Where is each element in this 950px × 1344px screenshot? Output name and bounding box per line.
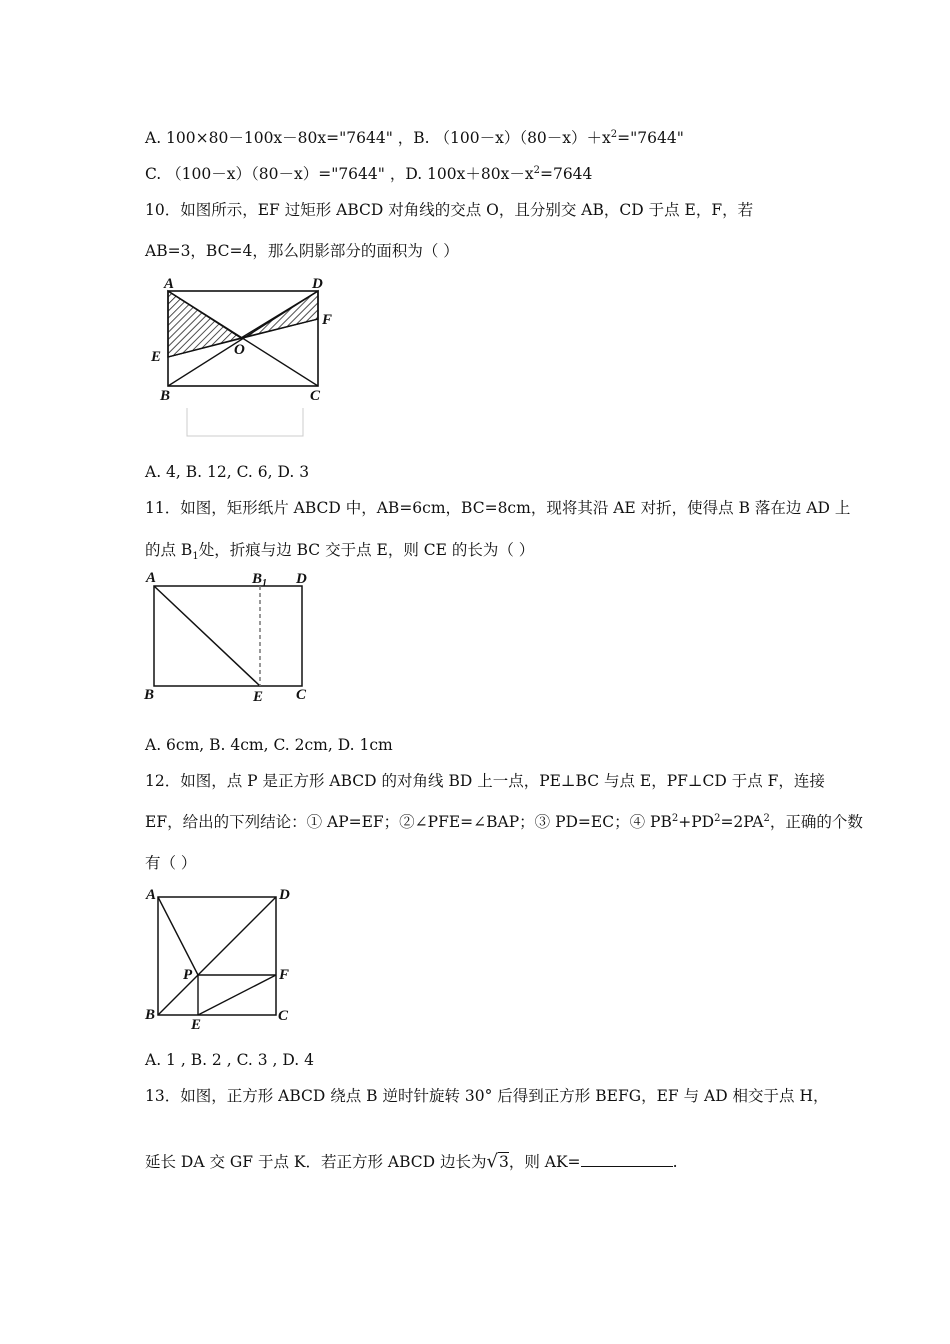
q10-stem-line-2: AB=3，BC=4，那么阴影部分的面积为（ ）	[145, 242, 459, 260]
label-d: D	[312, 276, 323, 292]
q12-options: A. 1 , B. 2 , C. 3 , D. 4	[145, 1051, 314, 1069]
diagonal-bd	[158, 897, 276, 1015]
q12-stem-line-2: EF，给出的下列结论：① AP=EF；②∠PFE=∠BAP；③ PD=EC；④ $PB^2+PD^2=2PA^2$，正确的个数	[145, 812, 863, 831]
label-d: D	[279, 887, 290, 903]
q13-stem-line-1: 13．如图，正方形 ABCD 绕点 B 逆时针旋转 30° 后得到正方形 BEFG，EF 与 AD 相交于点 H，	[145, 1087, 829, 1105]
label-d: D	[296, 571, 307, 587]
q11-figure	[138, 566, 323, 706]
label-b: B	[144, 687, 155, 703]
q13-stem-line-2: 延长 DA 交 GF 于点 K．若正方形 ABCD 边长为√3，则 AK= .	[145, 1151, 678, 1172]
sqrt-value: 3	[498, 1153, 509, 1171]
sqrt-symbol: √	[486, 1151, 498, 1172]
q11-stem-line-1: 11．如图，矩形纸片 ABCD 中，AB=6cm，BC=8cm，现将其沿 AE 对折，使得点 B 落在边 AD 上	[145, 499, 851, 517]
label-p: P	[183, 967, 193, 983]
label-f: F	[279, 967, 290, 983]
q11-options: A. 6cm, B. 4cm, C. 2cm, D. 1cm	[145, 736, 393, 754]
q9-option-line-2: C. （100－x）（80－x）="7644" ，D. $100x+80x-x^2=7644$	[145, 164, 593, 183]
q12-figure	[138, 882, 308, 1034]
label-e: E	[151, 349, 162, 365]
segment-ef	[198, 975, 276, 1015]
label-e: E	[191, 1017, 202, 1033]
label-a: A	[146, 570, 157, 586]
figure-frame-artifact	[187, 408, 303, 436]
answer-blank	[581, 1152, 673, 1167]
q12-stem-line-1: 12．如图，点 P 是正方形 ABCD 的对角线 BD 上一点，PE⊥BC 与点 E，PF⊥CD 于点 F，连接	[145, 772, 825, 790]
label-e: E	[253, 689, 264, 705]
label-c: C	[296, 687, 307, 703]
label-a: A	[164, 276, 175, 292]
q12-stem-line-3: 有（ ）	[145, 854, 197, 872]
label-c: C	[278, 1008, 289, 1024]
q10-options: A. 4, B. 12, C. 6, D. 3	[145, 463, 310, 481]
label-f: F	[322, 312, 333, 328]
q9-option-line-1: A. 100×80－100x－80x="7644" ，B. $(100-x)(80-x)+x^2="7644$"	[145, 128, 684, 147]
q11-stem-line-2: 的点 $B_1$处，折痕与边 BC 交于点 E，则 CE 的长为（ ）	[145, 541, 535, 563]
label-b1: $B_1$	[252, 571, 268, 589]
q10-stem-line-1: 10．如图所示，EF 过矩形 ABCD 对角线的交点 O，且分别交 AB，CD 于点 E，F，若	[145, 201, 754, 219]
label-a: A	[146, 887, 157, 903]
segment-ap	[158, 897, 198, 975]
label-c: C	[310, 388, 321, 404]
fold-line-ae	[154, 586, 260, 686]
label-b: B	[145, 1007, 156, 1023]
label-b: B	[160, 388, 171, 404]
q10-figure	[140, 268, 340, 440]
rectangle-abcd	[154, 586, 302, 686]
label-o: O	[234, 342, 245, 358]
